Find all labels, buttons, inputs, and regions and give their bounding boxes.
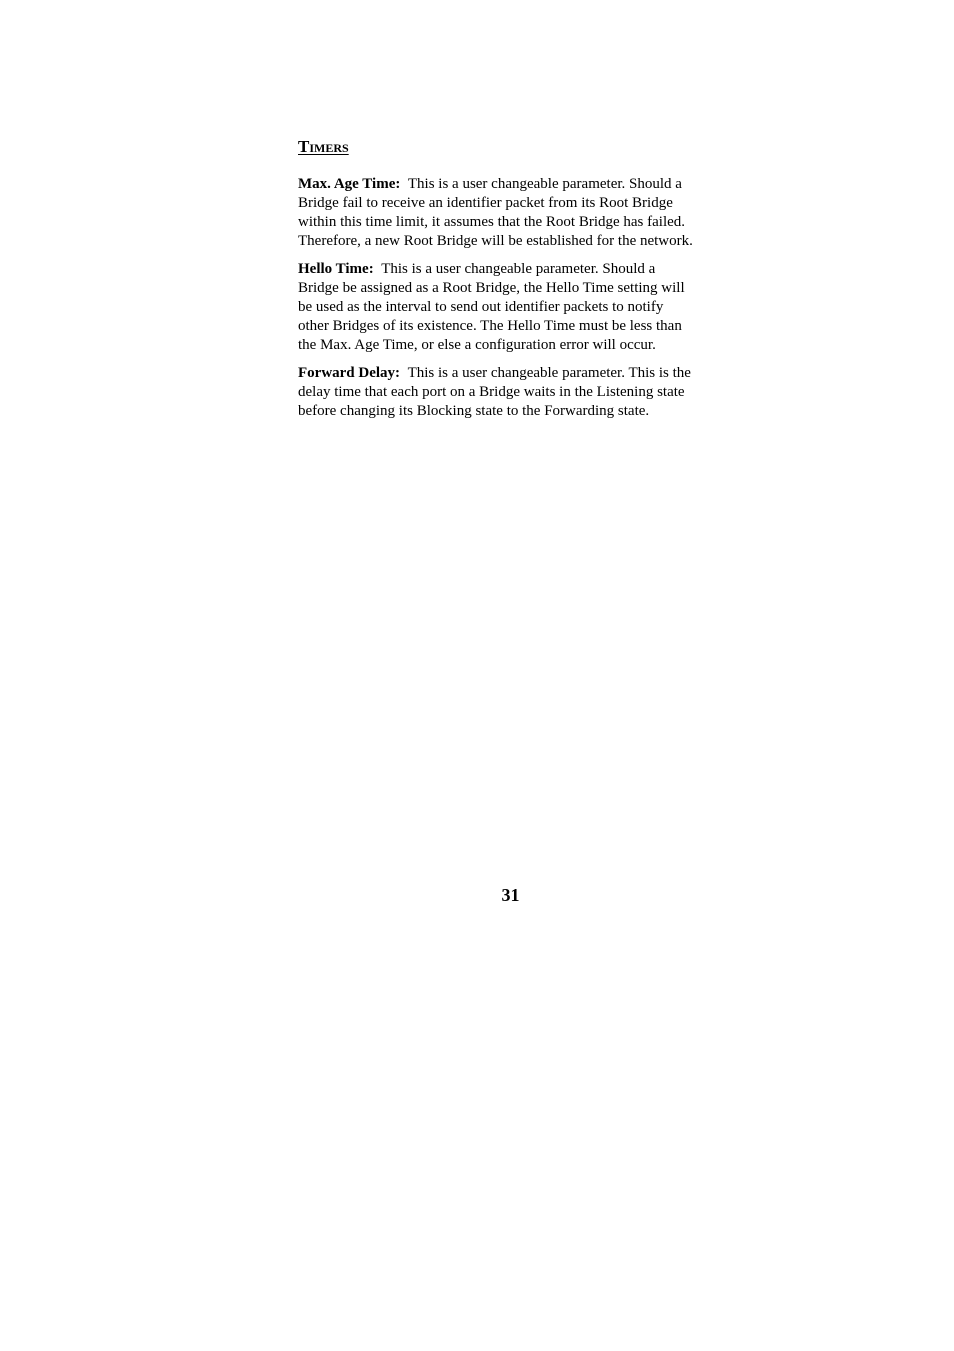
paragraph-line: [298, 364, 730, 383]
paragraph-text: This is a user changeable parameter. Should a: [381, 261, 656, 277]
term-label: Forward Delay:: [298, 365, 401, 381]
paragraph-line: within this time limit, it assumes that the Root Bridge has failed.: [298, 214, 686, 230]
paragraph-line: delay time that each port on a Bridge waits in the Listening state: [298, 384, 685, 400]
paragraph-text: This is a user changeable parameter. Should a: [407, 176, 682, 192]
paragraph-line: before changing its Blocking state to the Forwarding state.: [298, 403, 650, 419]
paragraph-max-age-time: [298, 175, 730, 251]
paragraph-text: This is a user changeable parameter. This is the: [407, 365, 691, 381]
term-label: Max. Age Time:: [298, 176, 401, 192]
page-number: 31: [501, 885, 520, 905]
paragraph-line: Therefore, a new Root Bridge will be established for the network.: [298, 233, 693, 249]
paragraph-line: [298, 260, 730, 279]
paragraph-line: be used as the interval to send out identifier packets to notify: [298, 299, 664, 315]
paragraph-hello-time: [298, 260, 730, 355]
paragraph-line: Bridge fail to receive an identifier packet from its Root Bridge: [298, 195, 673, 211]
paragraph-line: other Bridges of its existence. The Hello Time must be less than: [298, 318, 682, 334]
paragraph-line: Bridge be assigned as a Root Bridge, the Hello Time setting will: [298, 280, 685, 296]
section-heading: Timers: [298, 137, 349, 156]
paragraph-line: the Max. Age Time, or else a configuration error will occur.: [298, 337, 656, 353]
term-label: Hello Time:: [298, 261, 374, 277]
paragraph-line: [298, 175, 730, 194]
page-content: [298, 136, 730, 430]
paragraph-forward-delay: [298, 364, 730, 421]
